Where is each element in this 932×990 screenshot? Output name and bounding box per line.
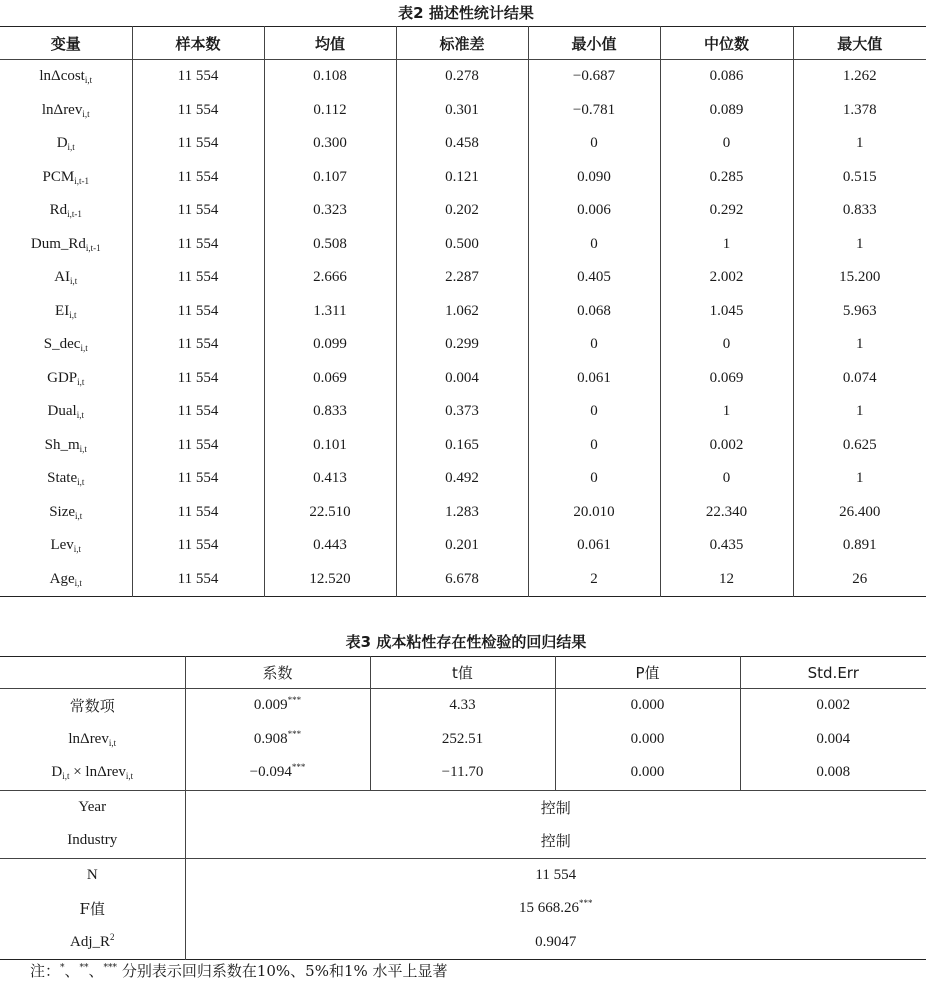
variable-name-cell: $AI_{i,t}$ [54,269,78,287]
header-variable: 变量 [0,27,132,60]
mean-cell: 0.300 [264,127,396,161]
mean-cell: 0.101 [264,429,396,463]
table-row [0,228,926,262]
table-row [0,926,926,960]
stat-value-n: 11 554 [185,858,926,892]
table-row [0,261,926,295]
table3-header-row [0,657,926,689]
max-cell: 0.833 [793,194,926,228]
mean-cell: 1.311 [264,295,396,329]
std-cell: 0.201 [396,529,528,563]
mean-cell: 2.666 [264,261,396,295]
header-p-value: P值 [555,657,740,689]
median-cell: 22.340 [660,496,793,530]
median-cell: 0 [660,462,793,496]
sample-size-cell: 11 554 [132,462,264,496]
median-cell: 0 [660,127,793,161]
variable-name-cell: $Rd_{i,t-1}$ [49,202,82,220]
median-cell: 0.002 [660,429,793,463]
max-cell: 0.515 [793,161,926,195]
sample-size-cell: 11 554 [132,295,264,329]
table2-caption: 表2 描述性统计结果 [398,4,534,22]
sample-size-cell: 11 554 [132,94,264,128]
std-cell: 0.299 [396,328,528,362]
table-row [0,756,926,790]
min-cell: 0 [528,127,660,161]
mean-cell: 0.107 [264,161,396,195]
sample-size-cell: 11 554 [132,563,264,597]
sample-size-cell: 11 554 [132,60,264,94]
header-std: 标准差 [396,27,528,60]
mean-cell: 0.099 [264,328,396,362]
max-cell: 1 [793,462,926,496]
table-row [0,395,926,429]
variable-name-cell: lnΔcost$_{i,t}$ [39,68,93,86]
se-cell: 0.004 [740,723,926,757]
t-cell: 4.33 [370,689,555,723]
header-std-err: Std.Err [740,657,926,689]
mean-cell: 0.833 [264,395,396,429]
table-row [0,563,926,597]
table-row [0,824,926,858]
min-cell: 0 [528,328,660,362]
control-label-industry: Industry [67,832,118,849]
min-cell: 0 [528,395,660,429]
table-row [0,362,926,396]
std-cell: 0.301 [396,94,528,128]
table-row [0,689,926,723]
row-label-constant: 常数项 [69,697,115,716]
std-cell: 6.678 [396,563,528,597]
table2-header-row [0,27,926,60]
mean-cell: 12.520 [264,563,396,597]
table-row [0,723,926,757]
coef-cell: 0.908*** [185,723,370,757]
std-cell: 1.283 [396,496,528,530]
min-cell: 20.010 [528,496,660,530]
min-cell: 0.090 [528,161,660,195]
variable-name-cell: Size$_{i,t}$ [49,503,83,521]
row-label-lnrev: lnΔrev$_{i,t}$ [68,730,117,748]
control-value-year: 控制 [185,790,926,824]
table-row [0,429,926,463]
variable-name-cell: S_dec$_{i,t}$ [43,336,88,354]
row-label-interaction: $D_{i,t} \times \ln\Delta rev_{i,t}$ [51,764,134,782]
table-row [0,529,926,563]
min-cell: 0 [528,429,660,463]
max-cell: 1.378 [793,94,926,128]
median-cell: 2.002 [660,261,793,295]
sample-size-cell: 11 554 [132,362,264,396]
median-cell: 1 [660,228,793,262]
sample-size-cell: 11 554 [132,194,264,228]
header-t-value: t值 [370,657,555,689]
variable-name-cell: $PCM_{i,t-1}$ [42,168,89,186]
coef-cell: 0.009*** [185,689,370,723]
table-row [0,161,926,195]
mean-cell: 0.108 [264,60,396,94]
median-cell: 0.292 [660,194,793,228]
sample-size-cell: 11 554 [132,161,264,195]
max-cell: 5.963 [793,295,926,329]
se-cell: 0.008 [740,756,926,790]
min-cell: 0 [528,228,660,262]
variable-name-cell: Dual$_{i,t}$ [47,403,84,421]
std-cell: 2.287 [396,261,528,295]
table3-caption: 表3 成本粘性存在性检验的回归结果 [345,633,587,651]
regression-results-table [0,656,926,960]
min-cell: 0.405 [528,261,660,295]
stat-value-f: 15 668.26*** [185,892,926,926]
header-mean: 均值 [264,27,396,60]
median-cell: 1.045 [660,295,793,329]
median-cell: 0.069 [660,362,793,396]
mean-cell: 0.323 [264,194,396,228]
descriptive-statistics-table [0,26,926,597]
table-row [0,328,926,362]
std-cell: 0.458 [396,127,528,161]
table-row [0,127,926,161]
std-cell: 0.121 [396,161,528,195]
min-cell: 0.006 [528,194,660,228]
table-note: 注：*、**、*** 分别表示回归系数在10%、5%和1% 水平上显著 [30,962,448,980]
mean-cell: 22.510 [264,496,396,530]
variable-name-cell: lnΔrev$_{i,t}$ [41,101,90,119]
table-row [0,462,926,496]
header-blank [0,657,185,689]
mean-cell: 0.069 [264,362,396,396]
variable-name-cell: $Dum\_Rd_{i,t-1}$ [30,235,101,253]
variable-name-cell: State$_{i,t}$ [47,470,85,488]
mean-cell: 0.112 [264,94,396,128]
mean-cell: 0.413 [264,462,396,496]
std-cell: 0.373 [396,395,528,429]
std-cell: 0.202 [396,194,528,228]
mean-cell: 0.508 [264,228,396,262]
median-cell: 0.086 [660,60,793,94]
stat-label-r2: $Adj\_R^2$ [69,931,115,950]
stat-value-r2: 0.9047 [185,926,926,960]
t-cell: 252.51 [370,723,555,757]
min-cell: 0.061 [528,362,660,396]
max-cell: 1 [793,228,926,262]
header-coefficient: 系数 [185,657,370,689]
table-row [0,60,926,94]
stat-label-f: F值 [79,900,105,919]
coef-cell: −0.094*** [185,756,370,790]
max-cell: 1 [793,127,926,161]
min-cell: 0.061 [528,529,660,563]
mean-cell: 0.443 [264,529,396,563]
max-cell: 26 [793,563,926,597]
table-row [0,496,926,530]
variable-name-cell: $GDP_{i,t}$ [47,369,85,387]
table-row [0,858,926,892]
min-cell: −0.781 [528,94,660,128]
sample-size-cell: 11 554 [132,127,264,161]
max-cell: 1 [793,395,926,429]
p-cell: 0.000 [555,723,740,757]
max-cell: 0.891 [793,529,926,563]
std-cell: 0.278 [396,60,528,94]
max-cell: 0.074 [793,362,926,396]
median-cell: 0 [660,328,793,362]
std-cell: 0.500 [396,228,528,262]
variable-name-cell: Lev$_{i,t}$ [50,537,82,555]
table-row [0,194,926,228]
table-row [0,94,926,128]
std-cell: 0.165 [396,429,528,463]
median-cell: 1 [660,395,793,429]
header-median: 中位数 [660,27,793,60]
sample-size-cell: 11 554 [132,429,264,463]
sample-size-cell: 11 554 [132,529,264,563]
p-cell: 0.000 [555,689,740,723]
variable-name-cell: $D_{i,t}$ [56,135,75,153]
max-cell: 15.200 [793,261,926,295]
header-min: 最小值 [528,27,660,60]
max-cell: 0.625 [793,429,926,463]
max-cell: 26.400 [793,496,926,530]
header-max: 最大值 [793,27,926,60]
variable-name-cell: Age$_{i,t}$ [49,570,82,588]
t-cell: −11.70 [370,756,555,790]
table-row [0,790,926,824]
median-cell: 0.285 [660,161,793,195]
sample-size-cell: 11 554 [132,395,264,429]
min-cell: 0 [528,462,660,496]
max-cell: 1.262 [793,60,926,94]
control-label-year: Year [0,790,185,824]
stat-label-n: N [0,858,185,892]
table-row [0,892,926,926]
min-cell: 2 [528,563,660,597]
min-cell: −0.687 [528,60,660,94]
control-value-industry: 控制 [185,824,926,858]
std-cell: 1.062 [396,295,528,329]
se-cell: 0.002 [740,689,926,723]
sample-size-cell: 11 554 [132,496,264,530]
p-cell: 0.000 [555,756,740,790]
min-cell: 0.068 [528,295,660,329]
max-cell: 1 [793,328,926,362]
sample-size-cell: 11 554 [132,328,264,362]
std-cell: 0.492 [396,462,528,496]
median-cell: 0.435 [660,529,793,563]
median-cell: 0.089 [660,94,793,128]
variable-name-cell: $Sh\_m_{i,t}$ [44,436,87,454]
std-cell: 0.004 [396,362,528,396]
sample-size-cell: 11 554 [132,228,264,262]
sample-size-cell: 11 554 [132,261,264,295]
median-cell: 12 [660,563,793,597]
header-sample-size: 样本数 [132,27,264,60]
variable-name-cell: $EI_{i,t}$ [55,302,77,320]
table-row [0,295,926,329]
